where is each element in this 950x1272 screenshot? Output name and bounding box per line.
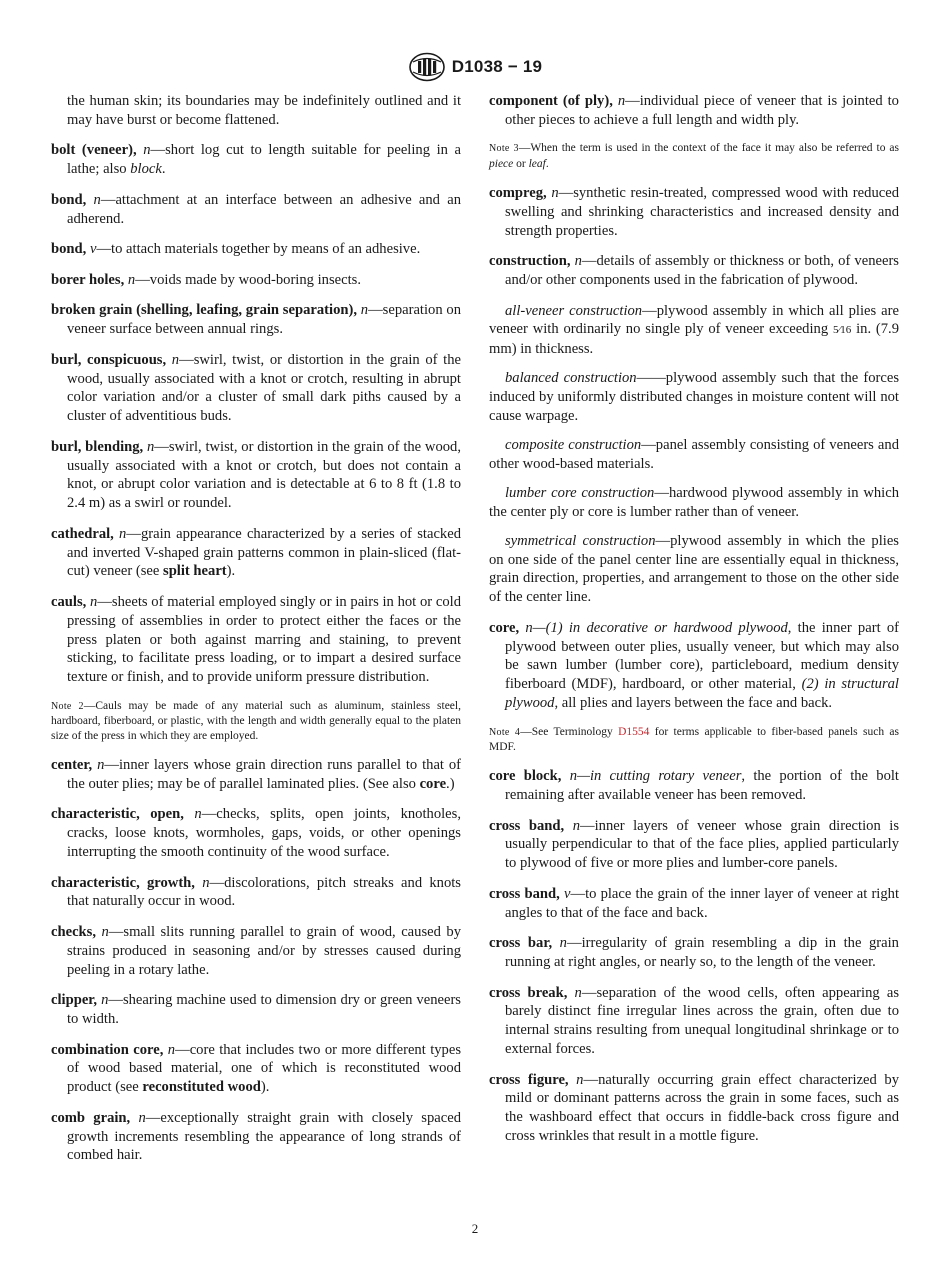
entry-bond-v: bond, v—to attach materials together by means of an adhesive. xyxy=(51,241,421,258)
page-header xyxy=(0,52,950,82)
entry-burl-conspicuous: burl, conspicuous, n—swirl, twist, or distortion in the grain of the wood, usually associated with a knot or crotch, resulting in abrupt color variation and/or a cluster of small dark piths caused by a cluster of adventitious buds. xyxy=(51,351,461,425)
document-id: D1038 − 19 xyxy=(451,57,543,76)
subentry-composite-construction: composite construction—panel assembly consisting of veneers and other wood-based materials. xyxy=(489,437,899,472)
page-number: 2 xyxy=(471,1221,479,1236)
entry-cross-bar: cross bar, n—irregularity of grain resembling a dip in the grain running at right angles, or nearly so, to the length of the veneer. xyxy=(489,935,899,971)
subentry-balanced-construction: balanced construction——plywood assembly such that the forces induced by uniformly distributed changes in moisture content will not cause warpage. xyxy=(489,370,900,424)
entry-center: center, n—inner layers whose grain direction runs parallel to that of the outer plies; may be of parallel laminated plies. (See also core.) xyxy=(51,756,461,792)
entry-comb-grain: comb grain, n—exceptionally straight grain with closely spaced growth increments resembling the appearance of long strands of combed hair. xyxy=(51,1109,461,1164)
note-3: Note 3—When the term is used in the context of the face it may also be referred to as piece or leaf. xyxy=(489,142,899,170)
entry-clipper: clipper, n—shearing machine used to dimension dry or green veneers to width. xyxy=(51,992,461,1027)
left-column xyxy=(51,92,461,1177)
entry-compreg: compreg, n—synthetic resin-treated, compressed wood with reduced swelling and shrinking characteristics and increased density and strength properties. xyxy=(489,185,899,239)
entry-cross-band-n: cross band, n—inner layers of veneer whose grain direction is usually perpendicular to that of the face plies, applied particularly to plywood of five or more plies and lumber-core panels. xyxy=(489,817,899,872)
entry-construction: construction, n—details of assembly or thickness or both, of veneers and/or other components used in the fabrication of plywood. xyxy=(489,253,899,289)
entry-borer-holes: borer holes, n—voids made by wood-boring insects. xyxy=(51,271,361,288)
entry-cross-figure: cross figure, n—naturally occurring grain effect characterized by mild or dominant patterns across the grain in some faces, such as the washboard effect that occurs in fiddle-back cross figure and cross wrinkles that result in a mottle figure. xyxy=(489,1071,899,1144)
right-column xyxy=(489,92,899,1158)
entry-cathedral: cathedral, n—grain appearance characterized by a series of stacked and inverted V-shaped grain patterns common in plain-sliced (flat-cut) veneer (see split heart). xyxy=(51,525,461,580)
subentry-all-veneer-construction: all-veneer construction—plywood assembly in which all plies are veneer with ordinarily no single ply of veneer exceeding 5⁄16 in. (7.9 mm) in thickness. xyxy=(489,302,900,358)
astm-logo-icon xyxy=(408,52,446,82)
entry-core-block: core block, n—in cutting rotary veneer, the portion of the bolt remaining after available veneer has been removed. xyxy=(489,768,899,804)
entry-broken-grain: broken grain (shelling, leafing, grain separation), n—separation on veneer surface between annual rings. xyxy=(51,302,461,338)
entry-bond-n: bond, n—attachment at an interface between an adhesive and an adherend. xyxy=(51,191,461,227)
entry-bolt-veneer: bolt (veneer), n—short log cut to length suitable for peeling in a lathe; also block. xyxy=(51,142,462,178)
subentry-lumber-core-construction: lumber core construction—hardwood plywood assembly in which the center ply or core is lumber rather than of veneer. xyxy=(489,484,899,520)
entry-component-of-ply: component (of ply), n—individual piece of veneer that is jointed to other pieces to achieve a full length and width ply. xyxy=(489,93,899,128)
subentry-symmetrical-construction: symmetrical construction—plywood assembly in which the plies on one side of the panel center line are essentially equal in thickness, grain direction, properties, and arrangement to those on the other side of the center line. xyxy=(489,532,899,606)
entry-burl-blending: burl, blending, n—swirl, twist, or distortion in the grain of the wood, usually associated with a knot or crotch, but does not contain a knot, or abrupt color variation and is detectable at 6 to 8 ft (1.8 to 2.4 m) as a swirl or roundel. xyxy=(51,438,461,512)
entry-cross-band-v: cross band, v—to place the grain of the inner layer of veneer at right angles to that of the face and back. xyxy=(489,885,900,921)
entry-cauls: cauls, n—sheets of material employed singly or in pairs in hot or cold pressing of assemblies in order to protect either the faces or the press platen or both against marring and staining, to prevent sticking, to facilitate press loading, or to impart a desired surface texture or finish, and to provide uniform pressure distribution. xyxy=(51,593,461,686)
note-4: Note 4—See Terminology D1554 for terms applicable to fiber-based panels such as MDF. xyxy=(489,725,900,754)
entry-characteristic-open: characteristic, open, n—checks, splits, open joints, knotholes, cracks, loose knots, wormholes, gaps, voids, or other openings interrupting the smooth continuity of the wood surface. xyxy=(51,806,461,860)
entry-cross-break: cross break, n—separation of the wood cells, often appearing as barely distinct fine irregular lines across the grain, often due to internal strains resulting from unequal longitudinal shrinkage or to external forces. xyxy=(489,984,899,1058)
entry-core: core, n—(1) in decorative or hardwood plywood, the inner part of plywood between outer plies, usually veneer, but which may also be sawn lumber (lumber core), particleboard, medium density fiberboard (MDF), hardboard, or other material, (2) in structural plywood, all plies and layers between the face and back. xyxy=(489,619,899,711)
entry-continuation: the human skin; its boundaries may be indefinitely outlined and it may have burst or become flattened. xyxy=(67,93,461,128)
d1554-link[interactable]: D1554 xyxy=(618,725,650,738)
note-2: Note 2—Cauls may be made of any material such as aluminum, stainless steel, hardboard, fiberboard, or plastic, with the length and width generally equal to the platen size of the press in which they are employed. xyxy=(51,699,461,742)
entry-checks: checks, n—small slits running parallel to grain of wood, caused by strains produced in seasoning and/or by stresses caused during peeling in a rotary lathe. xyxy=(51,923,461,978)
entry-characteristic-growth: characteristic, growth, n—discolorations, pitch streaks and knots that naturally occur in wood. xyxy=(51,874,461,910)
entry-combination-core: combination core, n—core that includes two or more different types of wood based material, one of which is reconstituted wood product (see reconstituted wood). xyxy=(51,1041,462,1096)
